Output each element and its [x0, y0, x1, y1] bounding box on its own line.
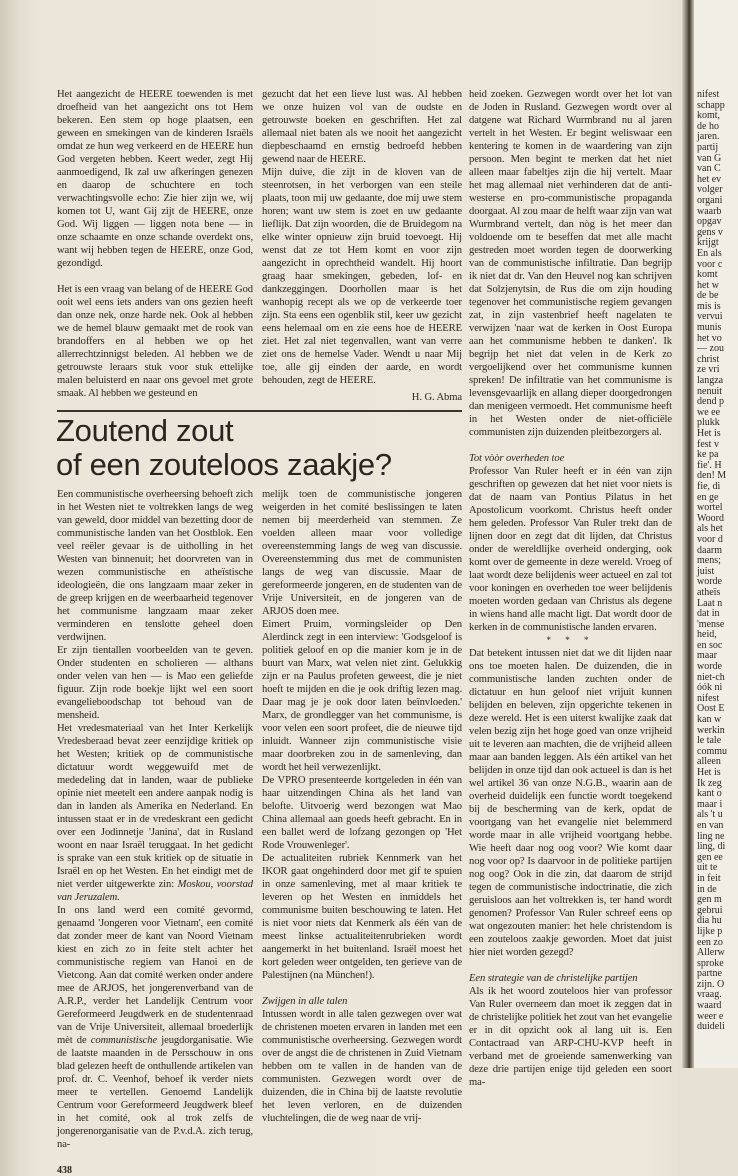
facing-page-line: Oost E [697, 703, 725, 715]
page-number: 438 [57, 1165, 72, 1176]
facing-page-line: werkin [697, 724, 725, 736]
facing-page-line: heid, [697, 629, 717, 641]
facing-page-line: gen m [697, 894, 722, 906]
paragraph [57, 722, 253, 904]
facing-page-line: kant o [697, 788, 722, 800]
facing-page-line: partne [697, 968, 722, 980]
facing-page-line: weer e [697, 1010, 724, 1022]
facing-page-line: uit te [697, 862, 718, 874]
paragraph-text: In ons land werd een comité gevormd, genaamd 'Jongeren voor Vietnam', een comité dat zonder meer de kant van Noord Vietnam kiest en zich zo in feite stelt achter het communistische regiem van Hanoi en de Vietcong. Aan dat comité werken onder andere mee de ARJOS, het jongerenverband van de A.R.P., verder het Landelijk Centrum voor Gereformeerd Jeugdwerk en de studentenraad van de Vrije Universiteit, allemaal broederlijk mèt de [57, 905, 253, 1046]
facing-page-line: en van [697, 819, 724, 831]
facing-page-line: we ee [697, 406, 721, 418]
facing-page-line: daarm [697, 544, 722, 556]
facing-page-line: ling, di [697, 841, 726, 853]
facing-page-line: voor d [697, 533, 723, 545]
facing-page-line: zijn. O [697, 978, 725, 990]
facing-page-line: sproke [697, 957, 724, 969]
facing-page-line: en soc [697, 639, 723, 651]
facing-page-line: jaren. [697, 131, 720, 143]
facing-page-line: Allerw [697, 947, 725, 959]
facing-page-line: krijgt [697, 237, 719, 249]
paragraph: Professor Van Ruler heeft er in één van zijn geschriften op gewezen dat het niet voor niets is dat de naam van Pontius Pilatus in het Apostolicum voorkomt. Christus heeft onder hem geleden. Professor Van Ruler trekt dan de lijnen door en zegt dat dit lijden, dat Christus onder de wereldlijke overheid onderging, ook komt over de gemeente in deze wereld. Vroeg of laat wordt deze belijdenis weer actueel en zal tot voor koningen en overheden toe weer belijdenis moeten worden gedaan van Christus als degene in wiens hand alle macht ligt. Dat wordt door de kerken in de communistische landen ervaren. [469, 466, 672, 633]
facing-page-line: van C [697, 163, 721, 175]
paragraph: Het aangezicht de HEERE toewenden is met droefheid van het aangezicht ons tot Hem bekeren. Een stem op hoge plaatsen, een geween en smekingen van de kinderen Israëls omdat ze hun weg verkeerd en de HEERE hun God vergeten hebben. Keert weder, zegt Hij aanmoedigend, Ik zal uw afkeringen genezen en daarop de schuchtere en toch verwachtingsvolle echo: Zie hier zijn we, wij komen tot U, want Gij zijt de HEERE, onze God. Wij liggen — liggen nota bene — in onze schaamte en onze schande overdekt ons, want wij hebben tegen de HEERE, onze God, gezondigd. [57, 89, 253, 269]
facing-page-line: en ge [697, 491, 719, 503]
meditation-section [57, 88, 462, 404]
facing-page-line: 'mense [697, 618, 725, 630]
italic-word: communistische [90, 1035, 158, 1046]
facing-page-line: vraag. [697, 989, 722, 1001]
italic-quote: Moskou, voorstad van Jeruzalem. [57, 879, 253, 903]
facing-page-line: van G [697, 152, 722, 164]
paragraph: Er zijn tientallen voorbeelden van te geven. Onder studenten en scholieren — althans onder velen van hen — is Mao een geliefde figuur. Zijn rode boekje lijkt wel een soort evangelieboodschap tot behoud van de mensheid. [57, 645, 253, 721]
facing-page-line: nifest [697, 692, 720, 704]
section-break-stars: * * * [546, 635, 595, 645]
facing-page-line: commu [697, 745, 727, 757]
facing-page-line: gen ee [697, 851, 723, 863]
facing-page-line: nenuit [697, 385, 722, 397]
facing-page-line: kan w [697, 714, 722, 726]
facing-page-line: Woord [697, 512, 724, 524]
book-gutter [682, 0, 694, 1068]
facing-page-line: opgav [697, 216, 722, 228]
facing-page-line: in feit [697, 872, 721, 884]
paragraph-text: jeugdorganisatie. Wie de laatste maanden in de Persschouw in ons blad gelezen heeft de onthullende artikelen van prof. dr. C. Veenhof, behoef ik verder niets meer te vertellen. Genoemd Landelijk Centrum voor Gereformeerd Jeugdwerk bleef in het comité, ook al trok zelfs de jongerenorganisatie van de P.v.d.A. zich terug, na- [57, 1035, 253, 1150]
facing-page-line: gens v [697, 226, 723, 238]
article-column-2 [262, 488, 462, 1125]
facing-page-line: komt, [697, 110, 721, 122]
facing-page-line: vervui [697, 311, 723, 323]
paragraph: Intussen wordt in alle talen gezwegen over wat de christenen moeten ervaren in landen met een communistische overheersing. Gezwegen wordt over de angst die de christenen in Zuid Vietnam hebben om te vallen in de handen van de communisten. Gezwegen wordt over de duizenden, die in China bij de laatste revolutie het leven verloren, en de duizenden vluchtelingen, die de weg naar de vrij- [262, 1009, 462, 1124]
facing-page-line: in de [697, 883, 717, 895]
facing-page-line: worde [697, 661, 722, 673]
facing-page-line: nifest [697, 89, 720, 100]
facing-page-line: partij [697, 141, 719, 153]
facing-page-line: munis [697, 322, 722, 334]
article-divider [57, 410, 462, 412]
facing-page-line: mis is [697, 300, 721, 312]
facing-page-line: dat in [697, 608, 720, 620]
facing-page-line: fie, di [697, 480, 721, 492]
paragraph: Eimert Pruim, vormingsleider op Den Alerdinck zegt in een interview: 'Godsgeloof is politiek geloof en op die manier kom je in de buurt van Marx, wat velen niet zint. Gelukkig zijn er na Paulus profeten geweest, die je niet hoeft te mijden en die je ook driftig lezen mag. Daar mag je je ook door laten beïnvloeden.' Marx, de grondlegger van het communisme, is voor velen een soort profeet, die de nieuwe tijd inluidt. Wanneer zijn communistische visie maar doorbreken zou in de samenleving, dan wordt het heil verwezenlijkt. [262, 619, 462, 773]
paragraph-text: Het vredesmateriaal van het Inter Kerkelijk Vredesberaad bevat zeer eenzijdige kritiek op het Westen; kritiek op de communistische dictatuur wordt weggewuifd met de mededeling dat in landen, waar de publieke opinie niet meetelt een andere aanpak nodig is dan in landen als Amerika en Nederland. En intussen staat er in de vredeskrant een gedicht over een Jodinnetje 'Janina', dat in Rusland woont en naar Israël teruggaat. In het gedicht is sprake van een stuk kritiek op de situatie in Israël en op het Westen. En het eindigt met de niet verder uitgewerkte zin: [57, 723, 253, 890]
facing-page-line: juist [697, 565, 715, 577]
facing-page-line: alleen [697, 756, 721, 768]
facing-page-line: het w [697, 279, 719, 291]
facing-page-line: maar i [697, 798, 723, 810]
paragraph [57, 904, 253, 1151]
facing-page-line: komt [697, 269, 718, 281]
facing-page-line: organi [697, 194, 723, 206]
meditation-column-1 [57, 88, 253, 400]
article-column-3 [469, 88, 672, 1089]
facing-page-line: lijke p [697, 925, 723, 937]
facing-page-line: gebrui [697, 904, 723, 916]
meditation-column-2 [262, 88, 462, 404]
headline-line-1: Zoutend zout [56, 413, 234, 448]
facing-page-line: Ik zeg [697, 777, 722, 789]
facing-page-line: plukk [697, 417, 720, 429]
paragraph: De VPRO presenteerde kortgeleden in één van haar uitzendingen China als het land van belofte. Uitvoerig werd bezongen wat Mao China allemaal aan goeds heeft gebracht. En in een ballet werd de lofzang gezongen op 'Het Rode Vrouwenleger'. [262, 775, 462, 851]
paragraph: Het is een vraag van belang of de HEERE God ooit wel eens iets anders van ons gezien heeft dan onze nek, onze harde nek. Ook al hebben we de hemel blauw gemaakt met de rook van brandoffers en al hebben we op het allerrechtzinnigst beleden. Al hebben we de getrouwste leraars stuk voor stuk ettelijke malen beluisterd en naar ons gevoel met grote smaak. Al hebben we gesteund en [57, 284, 253, 399]
facing-page-text [697, 90, 727, 1033]
facing-page-line: dend p [697, 396, 724, 408]
paragraph: Als ik het woord zouteloos hier van professor Van Ruler overneem dan moet ik zeggen dat in de christelijke politiek het zout van het evangelie er in dit opzicht ook al lang uit is. Een Contactraad van ARP-CHU-KVP heeft in verband met de groeiende samenwerking van deze drie partijen enige tijd geleden een soort ma- [469, 986, 672, 1088]
facing-page-line: volger [697, 184, 723, 196]
paragraph: heid zoeken. Gezwegen wordt over het lot van de Joden in Rusland. Gezwegen wordt over al datgene wat Richard Wurmbrand nu al jaren vertelt in het Westen. Er begint weliswaar een kentering te komen in de waardering van zijn persoon. Men begint te merken dat het niet alleen maar fabeltjes zijn die hij vertelt. Maar het mag allemaal niet verhinderen dat de anti-westerse en pro-communistische propaganda doorgaat. Al zou maar de helft waar zijn van wat Wurmbrand vertelt, dan nòg is het meer dan voldoende om te beseffen dat met alle macht gestreden moet worden tegen de doorwerking van de communistische infiltratie. Dan begrijp ik niet dat dr. Van den Heuvel nog kan schrijven dat Solzjenytsin, de Rus die om zijn houding tegenover het communistische regiem gevangen zat, in zijn vastenbrief heeft nagelaten te verwijzen 'naar wat de kerken in Oost Europa aan het communisme hebben te danken'. Ik begrijp het niet dat velen in de Kerk zo vergoelijkend over het communisme kunnen spreken! De infiltratie van het communisme is levensgevaarlijk en allang dieper doorgedrongen dan menigeen vermoedt. Het communisme heeft in het Westen onder de niet-officiële communisten zijn duizenden pleitbezorgers al. [469, 89, 672, 438]
facing-page-line: schapp [697, 99, 725, 111]
facing-page-line: En als [697, 247, 722, 259]
facing-page [694, 0, 738, 1068]
facing-page-line: worde [697, 576, 722, 588]
article-column-1 [57, 488, 253, 1151]
paragraph: gezucht dat het een lieve lust was. Al hebben we onze huizen vol van de oudste en getrouwste boeken en geschriften. Het zal allemaal niet baten als we nooit het aangezicht diepbeschaamd en ernstig bedroefd hebben gewend naar de HEERE. [262, 89, 462, 165]
facing-page-line: maar [697, 650, 717, 662]
facing-page-line: een zo [697, 936, 723, 948]
facing-page-line: Het is [697, 767, 721, 778]
facing-page-line: Laat n [697, 597, 723, 609]
facing-page-line: de ho [697, 120, 719, 132]
author-signature: H. G. Abma [411, 392, 462, 403]
facing-page-line: als het [697, 523, 723, 535]
paragraph: Een communistische overheersing behoeft zich in het Westen niet te voltrekken langs de weg van geweld, door middel van bezetting door de communistische landen van het Oostblok. Een veel reëler gevaar is de uitholling in het Westen van binnenuit; het doorvreten van in wezen communistische en atheïstische ideologieën, die ons langzaam maar zeker in de greep krijgen en de weerbaarheid tegenover het communisme langzaam maar zeker verminderen en tenslotte geheel doen verdwijnen. [57, 489, 253, 643]
facing-page-line: fie'. H [697, 459, 722, 471]
facing-page-line: als 't u [697, 809, 723, 821]
facing-page-line: niet-ch [697, 671, 725, 683]
facing-page-line: christ [697, 353, 720, 365]
paragraph: melijk toen de communistische jongeren weigerden in het comité beslissingen te laten nemen bij meerderheid van stemmen. Ze voelden alleen maar voor volledige overeenstemming langs de weg van discussie. Overeenstemming dus met de communisten langs de weg van discussie. Maar de gereformeerde jongeren, en de studenten van de Vrije Universiteit, en de jongeren van de ARJOS doen mee. [262, 489, 462, 617]
facing-page-line: — zou [697, 343, 724, 355]
facing-page-line: le tale [697, 735, 722, 747]
facing-page-line: waard [697, 1000, 722, 1012]
left-two-columns [57, 88, 462, 1176]
facing-page-line: dia hu [697, 915, 722, 927]
facing-page-line: langza [697, 375, 724, 387]
article-headline [56, 414, 462, 482]
headline-line-2: of een zouteloos zaakje? [56, 447, 392, 482]
subheading: Zwijgen in alle talen [262, 996, 348, 1007]
article-section [57, 488, 462, 1151]
facing-page-line: ke pa [697, 449, 719, 461]
facing-page-line: mens; [697, 555, 721, 567]
facing-page-line: Het is [697, 428, 721, 439]
subheading: Tot vòòr overheden toe [469, 453, 565, 464]
facing-page-line: de be [697, 290, 719, 302]
facing-page-line: het ev [697, 173, 722, 185]
subheading: Een strategie van de christelijke partijen [469, 973, 638, 984]
paragraph: De actualiteiten rubriek Kennmerk van het IKOR gaat ongehinderd door met gif te spuien in onze samenleving, met al maar kritiek te leveren op het Westen en inmiddels het communisme buiten beschouwing te laten. Het is niet voor niets dat Kenmerk als één van de meest linkse actualiteitenrubrieken wordt aangemerkt in het buitenland. Israël moest het kort geleden weer ontgelden, ten gerieve van de Palestijnen (na München!). [262, 853, 462, 981]
facing-page-line: voor c [697, 258, 723, 270]
facing-page-line: den! M [697, 470, 727, 482]
facing-page-line: wortel [697, 502, 723, 514]
paragraph: Dat betekent intussen niet dat we dit lijden naar ons toe moeten halen. De duizenden, die in communistische landen zuchten onder de dictatuur en hun geloof niet vrijuit kunnen belijden en beleven, zijn opgerichte tekenen in deze wereld. Het is een uiterst kwalijke zaak dat velen bezig zijn het hoge goed van onze vrijheid uit te leveren aan machten, die de vrijheid alleen maar aan banden leggen. Als één artikel van het belijden in onze tijd dan ook actueel is dan is het wel artikel 36 van onze N.G.B., waarin aan de overheid duidelijk een functie wordt toegekend bij de bescherming van de kerk, opdat de voortgang van het evangelie niet belemmerd worde maar in alle vrijheid voortgang hebbe. Wie heeft daar nog oog voor? Wie komt daar nog voor op? Is daarvoor in de politieke partijen nog oog? Ook in die zin, dat daarom de strijd tegen de communistische indoctrinatie, die zich geruisloos aan het voltrekken is, ter hand wordt genomen? Professor Van Ruler schreef eens op wat ongezouten manier: het hele christendom is een zouteloos zaakje geworden. Moet dat juist hier niet worden gezegd? [469, 648, 672, 958]
facing-page-line: duideli [697, 1021, 725, 1033]
facing-page-line: ze vri [697, 364, 720, 376]
facing-page-line: ling ne [697, 830, 725, 842]
facing-page-line: waarb [697, 205, 722, 217]
facing-page-line: óók ni [697, 682, 723, 694]
facing-page-line: het vo [697, 332, 722, 344]
facing-page-line: atheïs [697, 586, 721, 598]
paragraph: Mijn duive, die zijt in de kloven van de steenrotsen, in het verborgen van een steile plaats, toon mij uw gedaante, doe mij uwe stem horen; want uw stem is zoet en uw gedaante lieflijk. Dat zijn woorden, die de Bruidegom na elke winter opnieuw zijn bruid toevoegt. Hij wenst dat ze tot Hem komt en voor zijn aangezicht in oprechtheid wandelt. Hij hoort graag haar smekingen, gebeden, lof- en dankzeggingen. Doorhollen maar is het wanhopig recept als we op de verkeerde toer zijn. Sta eens een ogenblik stil, keer uw gezicht eens helemaal om en zie eens hoe de HEERE ziet. Het zal niet tegenvallen, want van verre ziet ons de hemelse Vader. Wendt u naar Mij toe, alle gij einden der aarde, en wordt behouden, zegt de HEERE. [262, 167, 462, 386]
facing-page-line: fest v [697, 438, 719, 450]
